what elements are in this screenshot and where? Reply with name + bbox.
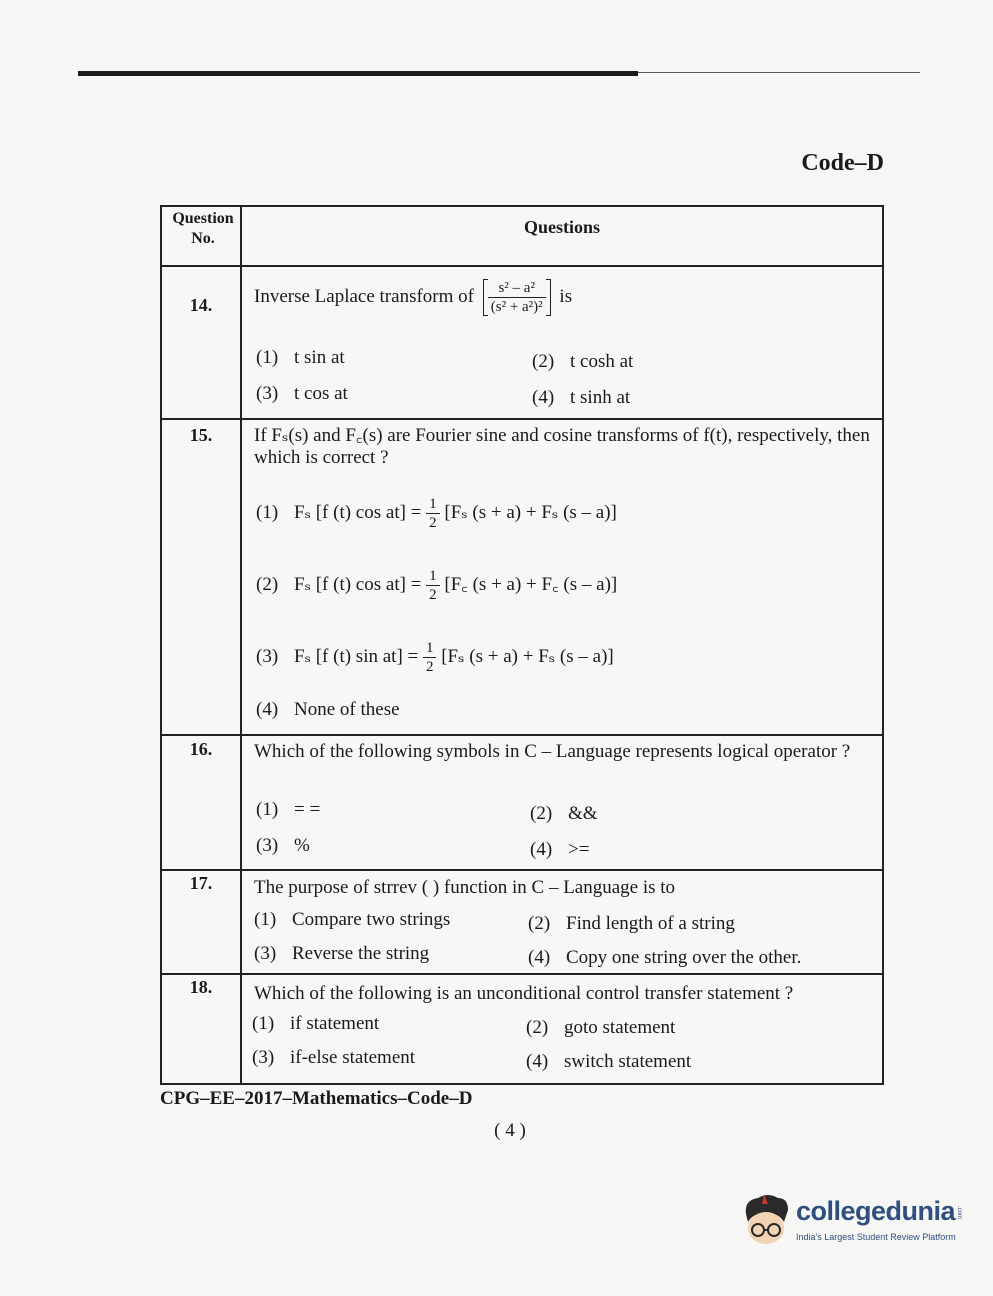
row-divider (162, 734, 882, 736)
option: (1) Compare two strings (254, 909, 451, 930)
option: (3) Fₛ [f (t) sin at] = $\frac{1}{2}$ [Fₛ (s + a) + Fₛ (s – a)] (256, 640, 614, 675)
option: (3) if-else statement (252, 1047, 416, 1068)
option: (1) if statement (252, 1013, 380, 1034)
question-number: 15. (189, 425, 213, 445)
row-divider (162, 265, 882, 267)
option: (4) >= (530, 839, 590, 860)
option: (2) Fₛ [f (t) cos at] = $\frac{1}{2}$ [F꜀ (s + a) + F꜀ (s – a)] (256, 568, 618, 603)
question-stem: Which of the following symbols in C – Language represents logical operator ? (254, 741, 851, 762)
question-number: 16. (189, 739, 213, 759)
paper-code: Code–D (801, 150, 884, 176)
option: (3) t cos at (256, 383, 348, 404)
question-stem: Which of the following is an unconditional control transfer statement ? (254, 983, 794, 1004)
row-divider (162, 418, 882, 420)
row-divider (162, 973, 882, 975)
question-number: 14. (189, 295, 213, 315)
column-divider (240, 207, 242, 1083)
option: (1) t sin at (256, 347, 345, 368)
footer-paper-code: CPG–EE–2017–Mathematics–Code–D (160, 1088, 473, 1109)
header-questions: Questions (523, 217, 601, 237)
question-number: 17. (189, 873, 213, 893)
option: (4) switch statement (526, 1051, 692, 1072)
top-rule (78, 71, 638, 76)
option: (4) Copy one string over the other. (528, 947, 802, 968)
option: (4) t sinh at (532, 387, 631, 408)
option: (3) % (256, 835, 310, 856)
question-stem: If Fₛ(s) and F꜀(s) are Fourier sine and cosine transforms of f(t), respectively, then which is correct ? (254, 425, 870, 468)
option: (2) && (530, 803, 598, 824)
question-stem: The purpose of strrev ( ) function in C – Language is to (254, 877, 676, 898)
page-number: ( 4 ) (494, 1120, 526, 1141)
mascot-icon (738, 1192, 794, 1250)
questions-table (160, 205, 884, 1085)
logo-tagline: India's Largest Student Review Platform (796, 1232, 956, 1242)
logo-wordmark: collegedunia (796, 1196, 956, 1226)
option: (2) Find length of a string (528, 913, 735, 934)
option: (4) None of these (256, 699, 400, 720)
option: (3) Reverse the string (254, 943, 430, 964)
collegedunia-logo (738, 1192, 968, 1252)
question-stem: Inverse Laplace transform of $\frac{\text{s² – a²}}{\text{(s² + a²)²}}$ is (254, 280, 573, 315)
logo-suffix: .com (956, 1206, 962, 1220)
question-number: 18. (189, 977, 213, 997)
option: (2) goto statement (526, 1017, 676, 1038)
option: (1) Fₛ [f (t) cos at] = $\frac{1}{2}$ [Fₛ (s + a) + Fₛ (s – a)] (256, 496, 617, 531)
header-question-no: Question No. (172, 210, 234, 247)
fraction: $\frac{\text{s² – a²}}{\text{(s² + a²)²}}$ (488, 279, 546, 316)
laplace-bracket (483, 279, 551, 316)
option: (2) t cosh at (532, 351, 634, 372)
top-rule-thin (638, 72, 920, 73)
option: (1) = = (256, 799, 321, 820)
row-divider (162, 869, 882, 871)
